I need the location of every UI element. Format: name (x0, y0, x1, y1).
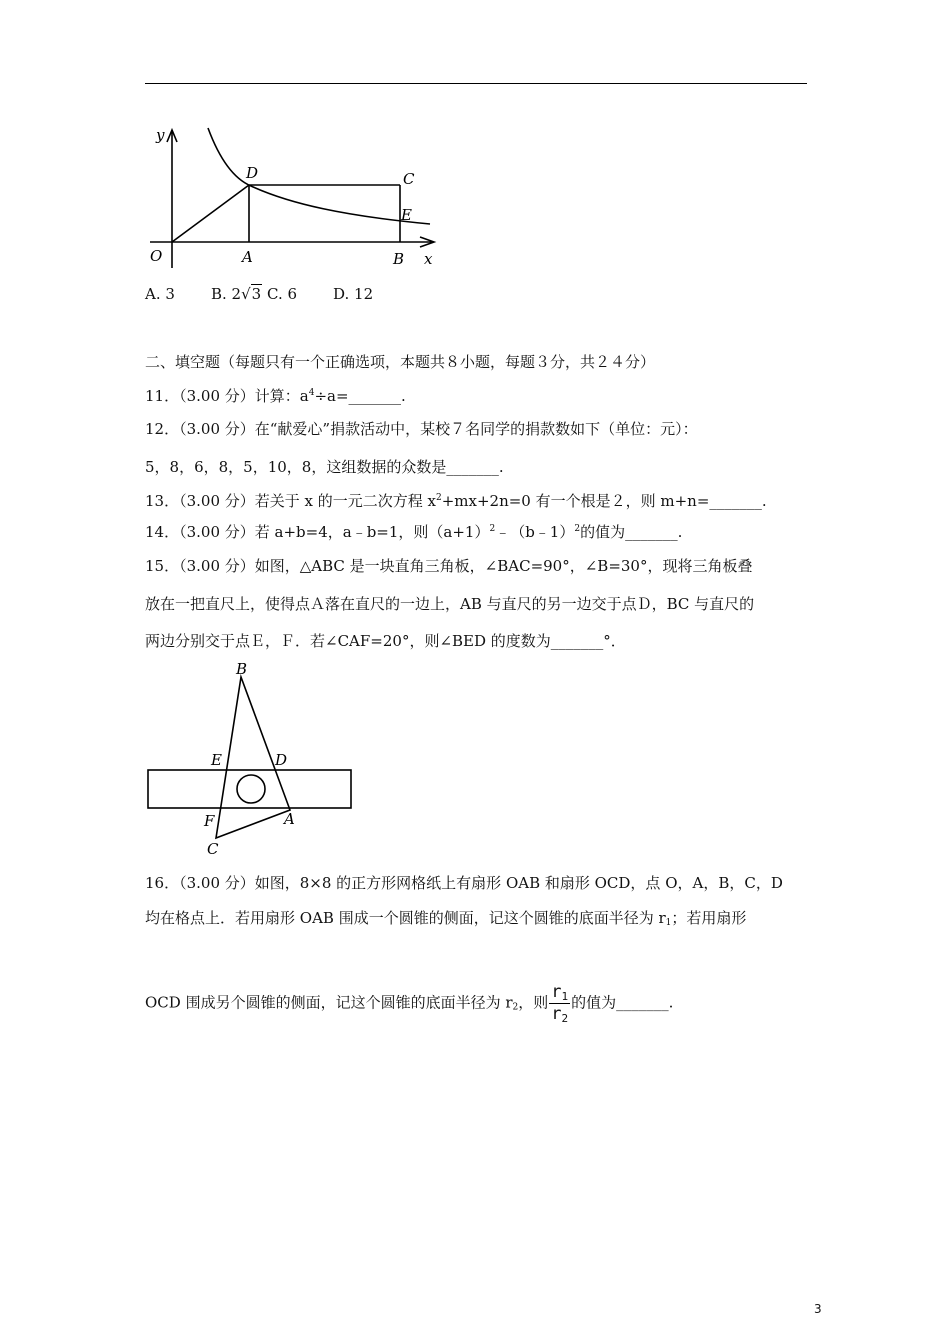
label-y: y (156, 126, 165, 144)
answer-options (145, 284, 373, 303)
option-a: A. 3 (145, 285, 175, 303)
q16-line3-pre: OCD 围成另个圆锥的侧面，记这个圆锥的底面半径为 r (145, 993, 513, 1012)
q14-exponent-2: 2 (574, 524, 581, 534)
fraction-numerator-r: r (551, 982, 562, 1002)
sqrt-symbol: √3 (241, 285, 262, 303)
q16-line3-post: 的值为_______. (571, 993, 674, 1012)
fraction-denominator-r: r (551, 1004, 562, 1024)
label-E: E (401, 206, 412, 224)
q13-post: +mx+2n=0 有一个根是２，则 m+n=_______. (441, 492, 767, 510)
label-B: B (236, 660, 248, 678)
header-rule (145, 83, 807, 84)
figure-triangle-ruler (140, 658, 370, 863)
option-c: C. 6 (267, 285, 298, 303)
q11-pre: 11．（3.00 分）计算：a (145, 387, 309, 405)
label-x: x (424, 250, 433, 268)
fraction-r1-over-r2 (549, 982, 570, 1025)
label-B: B (393, 250, 405, 268)
q13-pre: 13．（3.00 分）若关于 x 的一元二次方程 x (145, 492, 436, 510)
triangle-hole (237, 775, 265, 803)
label-A: A (242, 248, 253, 266)
q16-line2-sub: 1 (665, 918, 672, 928)
label-C: C (403, 170, 415, 188)
q16-line2-post: ；若用扇形 (671, 909, 747, 927)
question-13 (145, 490, 767, 511)
fraction-denominator-sub: 2 (561, 1012, 569, 1025)
question-12-line2: 5，8，6，8，5，10，8，这组数据的众数是_______. (145, 458, 504, 476)
page-number: 3 (814, 1302, 822, 1316)
fraction-denominator (549, 1004, 570, 1025)
question-11 (145, 385, 406, 406)
label-D: D (275, 751, 288, 769)
label-F: F (204, 812, 215, 830)
q14-pre: 14．（3.00 分）若 a+b=4，a﹣b=1，则（a+1） (145, 523, 490, 541)
q14-exponent-1: 2 (489, 524, 496, 534)
option-d: D. 12 (333, 285, 374, 303)
q16-line3-sub: 2 (512, 1002, 519, 1013)
question-15-line1: 15．（3.00 分）如图，△ABC 是一块直角三角板，∠BAC=90°，∠B=30°，现将三角板叠 (145, 557, 753, 575)
figure-coordinate-plane (140, 120, 450, 280)
q14-mid: ﹣（b﹣1） (495, 523, 575, 541)
hyperbola-curve (208, 128, 430, 224)
option-b-prefix: B. 2 (211, 285, 242, 303)
q16-line2-pre: 均在格点上．若用扇形 OAB 围成一个圆锥的侧面，记这个圆锥的底面半径为 r (145, 909, 666, 927)
question-14 (145, 521, 682, 542)
label-C: C (207, 840, 219, 858)
fraction-numerator (549, 982, 570, 1004)
option-b-radicand: 3 (251, 285, 262, 303)
label-E: E (211, 751, 222, 769)
question-16-line2 (145, 907, 746, 928)
question-16-line1: 16．（3.00 分）如图，8×8 的正方形网格纸上有扇形 OAB 和扇形 OCD，点 O，A，B，C，D (145, 874, 783, 892)
fraction-numerator-sub: 1 (561, 990, 569, 1003)
q13-exponent: 2 (435, 493, 442, 503)
question-15-line3: 两边分别交于点Ｅ，Ｆ．若∠CAF=20°，则∠BED 的度数为_______°． (145, 632, 626, 650)
label-A: A (284, 810, 295, 828)
label-O: O (150, 247, 163, 265)
q11-post: ÷a=_______. (314, 387, 406, 405)
q11-exponent: 4 (308, 388, 315, 398)
label-D: D (246, 164, 259, 182)
section-heading: 二、填空题（每题只有一个正确选项，本题共８小题，每题３分，共２４分） (145, 353, 656, 371)
question-15-line2: 放在一把直尺上，使得点Ａ落在直尺的一边上，AB 与直尺的另一边交于点Ｄ，BC 与直尺的 (145, 595, 755, 613)
question-16-line3 (145, 982, 673, 1025)
q14-post: 的值为_______. (580, 523, 683, 541)
segment-OD (172, 185, 249, 242)
question-12-line1: 12．（3.00 分）在“献爱心”捐款活动中，某校７名同学的捐款数如下（单位：元）： (145, 420, 698, 438)
option-b (211, 284, 262, 303)
q16-line3-mid: ，则 (518, 993, 549, 1012)
